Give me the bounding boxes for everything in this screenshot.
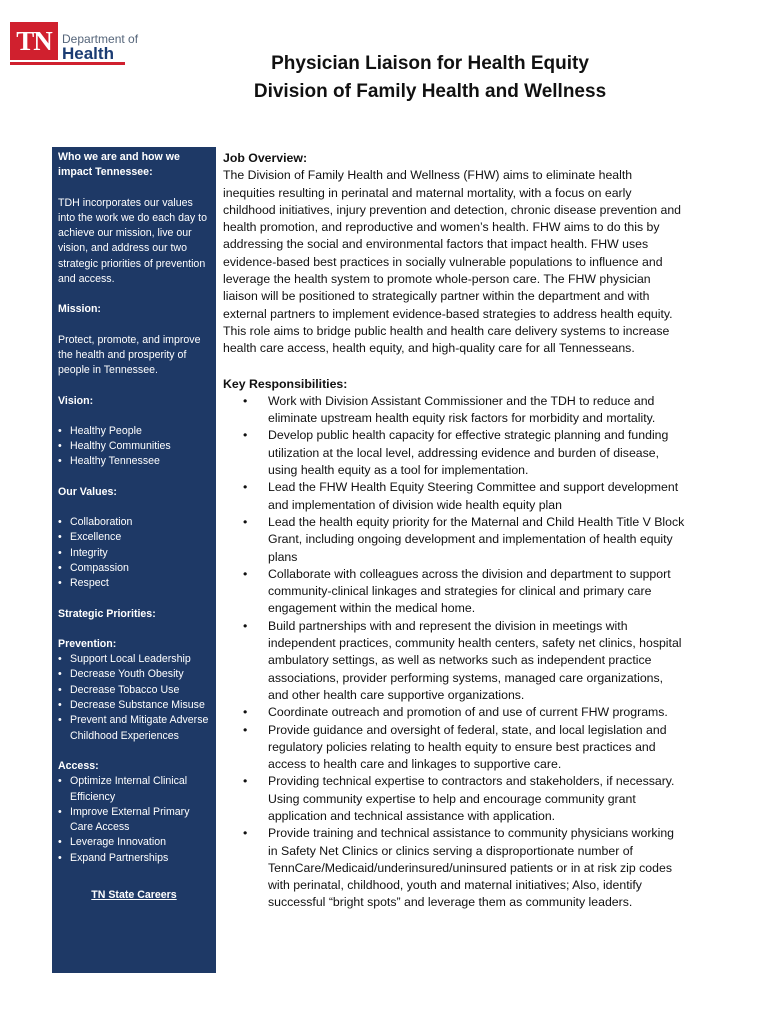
values-heading: Our Values:: [58, 485, 117, 498]
list-item: • Excellence: [58, 530, 210, 545]
title-line-1: Physician Liaison for Health Equity: [271, 53, 589, 74]
list-item: • Provide guidance and oversight of federal, state, and local legislation and regulatory policies relating to health equity to ensure best practices and access to health care and linkages to supportive care.: [223, 722, 686, 774]
priorities-heading: Strategic Priorities:: [58, 607, 156, 620]
responsibilities-list: [223, 393, 686, 912]
list-item: • Decrease Tobacco Use: [58, 683, 210, 698]
vision-list: [58, 424, 210, 470]
list-item: • Decrease Youth Obesity: [58, 667, 210, 682]
tn-health-logo: [10, 18, 140, 68]
list-item: • Build partnerships with and represent the division in meetings with independent practices, community health centers, safety net clinics, hospital ambulatory settings, as well as networks such as independent practice associations, provider performing systems, managed care organizations, and other health care supportive organizations.: [223, 618, 686, 704]
logo-tn-badge: TN: [10, 22, 58, 60]
logo-health-text: Health: [62, 44, 114, 63]
list-item: • Healthy People: [58, 424, 210, 439]
mission-text: Protect, promote, and improve the health and prosperity of people in Tennessee.: [58, 333, 201, 377]
list-item: • Improve External Primary Care Access: [58, 805, 210, 836]
overview-heading: Job Overview:: [223, 151, 308, 165]
list-item: • Compassion: [58, 561, 210, 576]
list-item: • Leverage Innovation: [58, 835, 210, 850]
list-item: • Coordinate outreach and promotion of and use of current FHW programs.: [223, 704, 686, 721]
list-item: • Work with Division Assistant Commissioner and the TDH to reduce and eliminate upstream health equity risk factors for morbidity and mortality.: [223, 393, 686, 428]
responsibilities-heading: Key Responsibilities:: [223, 376, 348, 391]
values-list: [58, 515, 210, 591]
list-item: • Collaboration: [58, 515, 210, 530]
page-title: [200, 50, 660, 106]
list-item: • Healthy Communities: [58, 439, 210, 454]
who-heading: Who we are and how we impact Tennessee:: [58, 151, 180, 179]
access-heading: Access:: [58, 759, 99, 772]
prevention-heading: Prevention:: [58, 637, 117, 650]
list-item: • Provide training and technical assistance to community physicians working in Safety Net Clinics or clinics serving a disproportionate number of TennCare/Medicaid/underinsured/uninsured patients or in at risk zip codes with perinatal, childhood, youth and maternal initiatives; Also, identify successful “bright spots” and leverage them as community leaders.: [223, 825, 686, 911]
title-line-2: Division of Family Health and Wellness: [253, 81, 607, 102]
list-item: • Healthy Tennessee: [58, 454, 210, 469]
list-item: • Decrease Substance Misuse: [58, 698, 210, 713]
main-content: [223, 150, 686, 912]
who-text: TDH incorporates our values into the work we do each day to achieve our mission, live our vision, and address our two strategic priorities of prevention and access.: [58, 196, 207, 286]
vision-heading: Vision:: [58, 394, 94, 407]
list-item: • Lead the health equity priority for the Maternal and Child Health Title V Block Grant, including ongoing development and implementation of health equity plans: [223, 514, 686, 566]
list-item: • Respect: [58, 576, 210, 591]
list-item: • Expand Partnerships: [58, 851, 210, 866]
list-item: • Collaborate with colleagues across the division and department to support community-clinical linkages and strategies for clinical and primary care engagement within the medical home.: [223, 566, 686, 618]
list-item: • Integrity: [58, 546, 210, 561]
list-item: • Prevent and Mitigate Adverse Childhood Experiences: [58, 713, 210, 744]
list-item: • Support Local Leadership: [58, 652, 210, 667]
list-item: • Lead the FHW Health Equity Steering Committee and support development and implementation of division wide health equity plan: [223, 479, 686, 514]
sidebar-panel: [52, 147, 216, 973]
prevention-list: [58, 652, 210, 744]
mission-heading: Mission:: [58, 303, 101, 316]
access-list: [58, 774, 210, 866]
logo-department-text: Department of: [62, 32, 139, 46]
overview-text: The Division of Family Health and Wellness (FHW) aims to eliminate health inequities resulting in perinatal and maternal mortality, with a focus on early childhood initiatives, injury prevention and detection, chronic disease prevention and health promotion, and reproductive and women’s health. FHW aims to do this by addressing the social and environmental factors that impact health. FHW uses evidence-based best practices in socially vulnerable populations to influence and leverage the health system to promote whole-person care. The FHW physician liaison will be positioned to strategically partner within the department and with external partners to implement evidence-based strategies to address health equity. This role aims to bridge public health and health care delivery systems to increase health care access, health equity, and high-quality care for all Tennesseans.: [223, 168, 682, 356]
list-item: • Providing technical expertise to contractors and stakeholders, if necessary. Using community expertise to help and encourage community grant application and technical assistance with application.: [223, 773, 686, 825]
tn-state-careers-link[interactable]: TN State Careers: [91, 888, 177, 901]
list-item: • Develop public health capacity for effective strategic planning and funding utilization at the local level, addressing evidence and burden of disease, using health equity as a tool for implementation.: [223, 427, 686, 479]
list-item: • Optimize Internal Clinical Efficiency: [58, 774, 210, 805]
